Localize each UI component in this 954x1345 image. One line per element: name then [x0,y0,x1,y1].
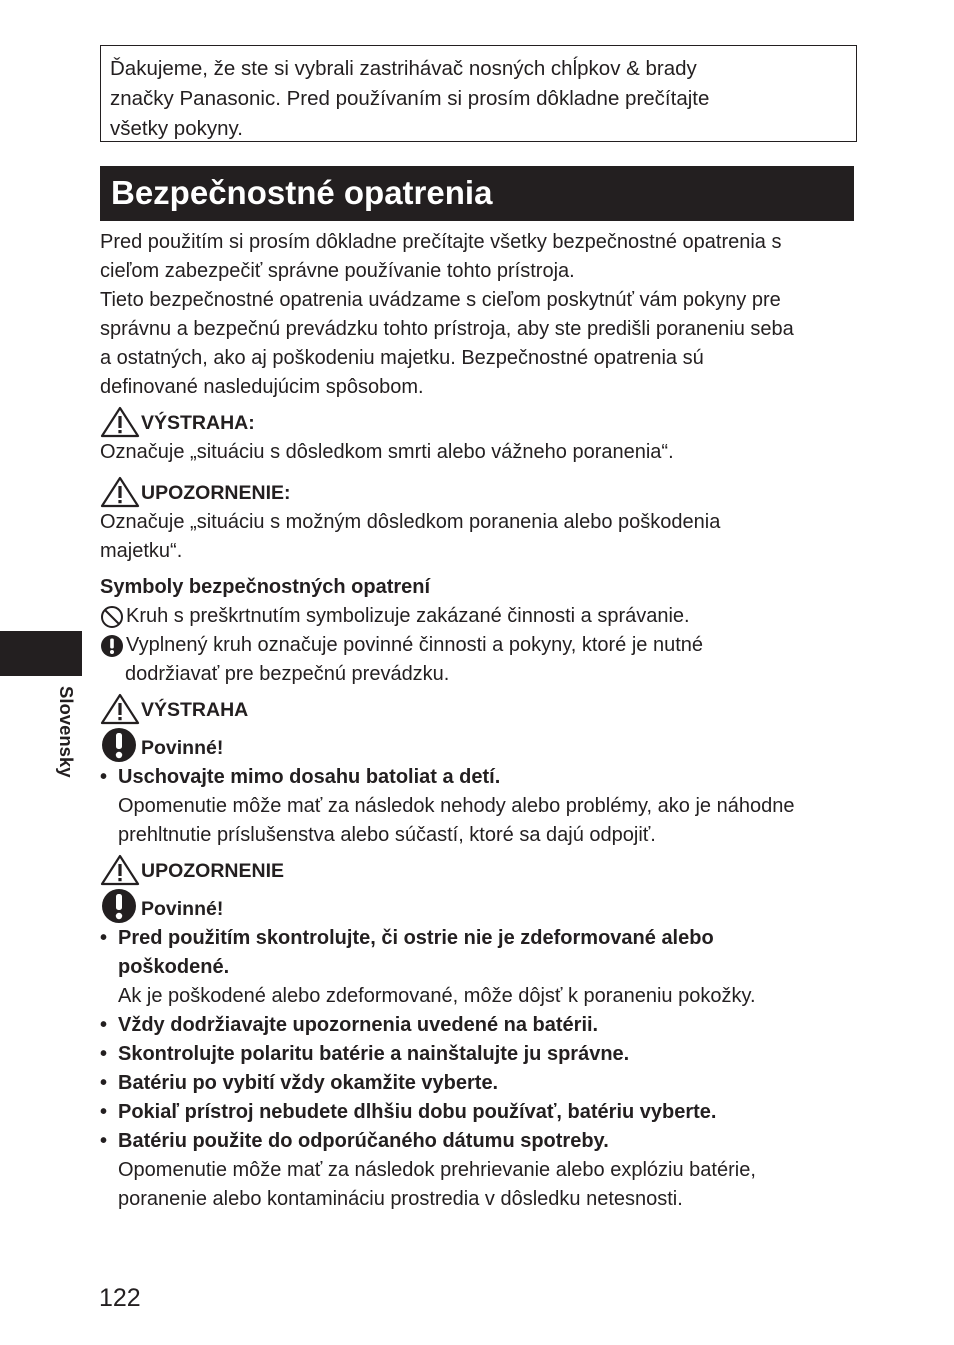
list-item-detail: prehltnutie príslušenstva alebo súčastí, ktoré sa dajú odpojiť. [118,824,656,846]
warning-level-label: VÝSTRAHA: [141,412,255,434]
preamble-line: definované nasledujúcim spôsobom. [100,376,424,398]
list-item: • Skontrolujte polaritu batérie a nainštalujte ju správne. [100,1040,860,1069]
preamble-line: správnu a bezpečnú prevádzku tohto prístroja, aby ste predišli poraneniu seba [100,318,794,340]
mandatory-icon [100,727,138,763]
intro-line: značky Panasonic. Pred používaním si prosím dôkladne prečítajte [110,87,710,110]
list-item: • Pred použitím skontrolujte, či ostrie nie je zdeformované alebo poškodené. Ak je poškodené alebo zdeformované, môže dôjsť k poraneniu pokožky. [100,924,860,1011]
warning-triangle-icon [100,693,140,725]
list-item-bold: poškodené. [118,956,230,978]
prohibited-symbol-row [100,602,860,631]
symbols-heading: Symboly bezpečnostných opatrení [100,576,431,598]
mandatory-icon [100,634,124,658]
preamble-line: Tieto bezpečnostné opatrenia uvádzame s cieľom poskytnúť vám pokyny pre [100,289,781,311]
list-item-bold: Pred použitím skontrolujte, či ostrie nie je zdeformované alebo [118,927,714,949]
warning-level-heading [100,402,860,438]
caution-level-label: UPOZORNENIE: [141,482,291,504]
caution-section-heading [100,850,860,886]
caution-level-text: majetku“. [100,540,183,562]
list-item-bold: Uschovajte mimo dosahu batoliat a detí. [118,766,501,788]
section-title-bar [100,166,854,221]
warning-section-heading [100,689,860,725]
list-item: • Batériu po vybití vždy okamžite vyberte. [100,1069,860,1098]
caution-triangle-icon [100,476,140,508]
list-item-detail: Opomenutie môže mať za následok nehody alebo problémy, ako je náhodne [118,795,795,817]
preamble-line: a ostatných, ako aj poškodeniu majetku. Bezpečnostné opatrenia sú [100,347,704,369]
caution-must-heading [100,886,860,924]
list-item: • Pokiaľ prístroj nebudete dlhšiu dobu používať, batériu vyberte. [100,1098,860,1127]
intro-box [100,45,857,142]
list-item-bold: Batériu použite do odporúčaného dátumu spotreby. [118,1130,609,1152]
mandatory-symbol-row [100,631,860,660]
main-content [100,228,860,1214]
mandatory-text: Vyplnený kruh označuje povinné činnosti a pokyny, ktoré je nutné [126,634,704,656]
intro-line: všetky pokyny. [110,117,243,140]
mandatory-icon [100,888,138,924]
page-number: 122 [99,1284,141,1312]
list-item: • Uschovajte mimo dosahu batoliat a detí. Opomenutie môže mať za následok nehody alebo problémy, ako je náhodne prehltnutie príslušenstva alebo súčastí, ktoré sa dajú odpojiť. [100,763,860,850]
warning-level-text: Označuje „situáciu s dôsledkom smrti alebo vážneho poranenia“. [100,441,674,463]
warning-must-heading [100,725,860,763]
list-item-bold: Pokiaľ prístroj nebudete dlhšiu dobu používať, batériu vyberte. [118,1101,717,1123]
section-title: Bezpečnostné opatrenia [111,174,493,211]
language-tab [0,631,82,676]
list-item: • Batériu použite do odporúčaného dátumu spotreby. Opomenutie môže mať za následok prehrievanie alebo explóziu batérie, poranenie alebo kontamináciu prostredia v dôsledku netesnosti. [100,1127,860,1214]
list-item-detail: poranenie alebo kontamináciu prostredia v dôsledku netesnosti. [118,1188,683,1210]
warning-triangle-icon [100,406,140,438]
mandatory-text: dodržiavať pre bezpečnú prevádzku. [125,663,450,685]
list-item-bold: Vždy dodržiavajte upozornenia uvedené na batérii. [118,1014,599,1036]
prohibited-icon [100,605,124,629]
list-item-detail: Ak je poškodené alebo zdeformované, môže dôjsť k poraneniu pokožky. [118,985,756,1007]
warning-must-label: Povinné! [141,737,224,759]
preamble-line: cieľom zabezpečiť správne používanie tohto prístroja. [100,260,575,282]
language-label: Slovensky [56,686,77,778]
preamble [100,228,860,402]
caution-level-heading [100,472,860,508]
intro-line: Ďakujeme, že ste si vybrali zastrihávač nosných chĺpkov & brady [110,57,697,80]
preamble-line: Pred použitím si prosím dôkladne prečítajte všetky bezpečnostné opatrenia s [100,231,782,253]
list-item: • Vždy dodržiavajte upozornenia uvedené na batérii. [100,1011,860,1040]
caution-triangle-icon [100,854,140,886]
caution-must-label: Povinné! [141,898,224,920]
list-item-bold: Skontrolujte polaritu batérie a nainštalujte ju správne. [118,1043,630,1065]
caution-section-label: UPOZORNENIE [141,860,285,882]
prohibited-text: Kruh s preškrtnutím symbolizuje zakázané činnosti a správanie. [126,605,690,627]
caution-level-text: Označuje „situáciu s možným dôsledkom poranenia alebo poškodenia [100,511,721,533]
list-item-detail: Opomenutie môže mať za následok prehrievanie alebo explóziu batérie, [118,1159,756,1181]
list-item-bold: Batériu po vybití vždy okamžite vyberte. [118,1072,499,1094]
warning-section-label: VÝSTRAHA [141,699,249,721]
